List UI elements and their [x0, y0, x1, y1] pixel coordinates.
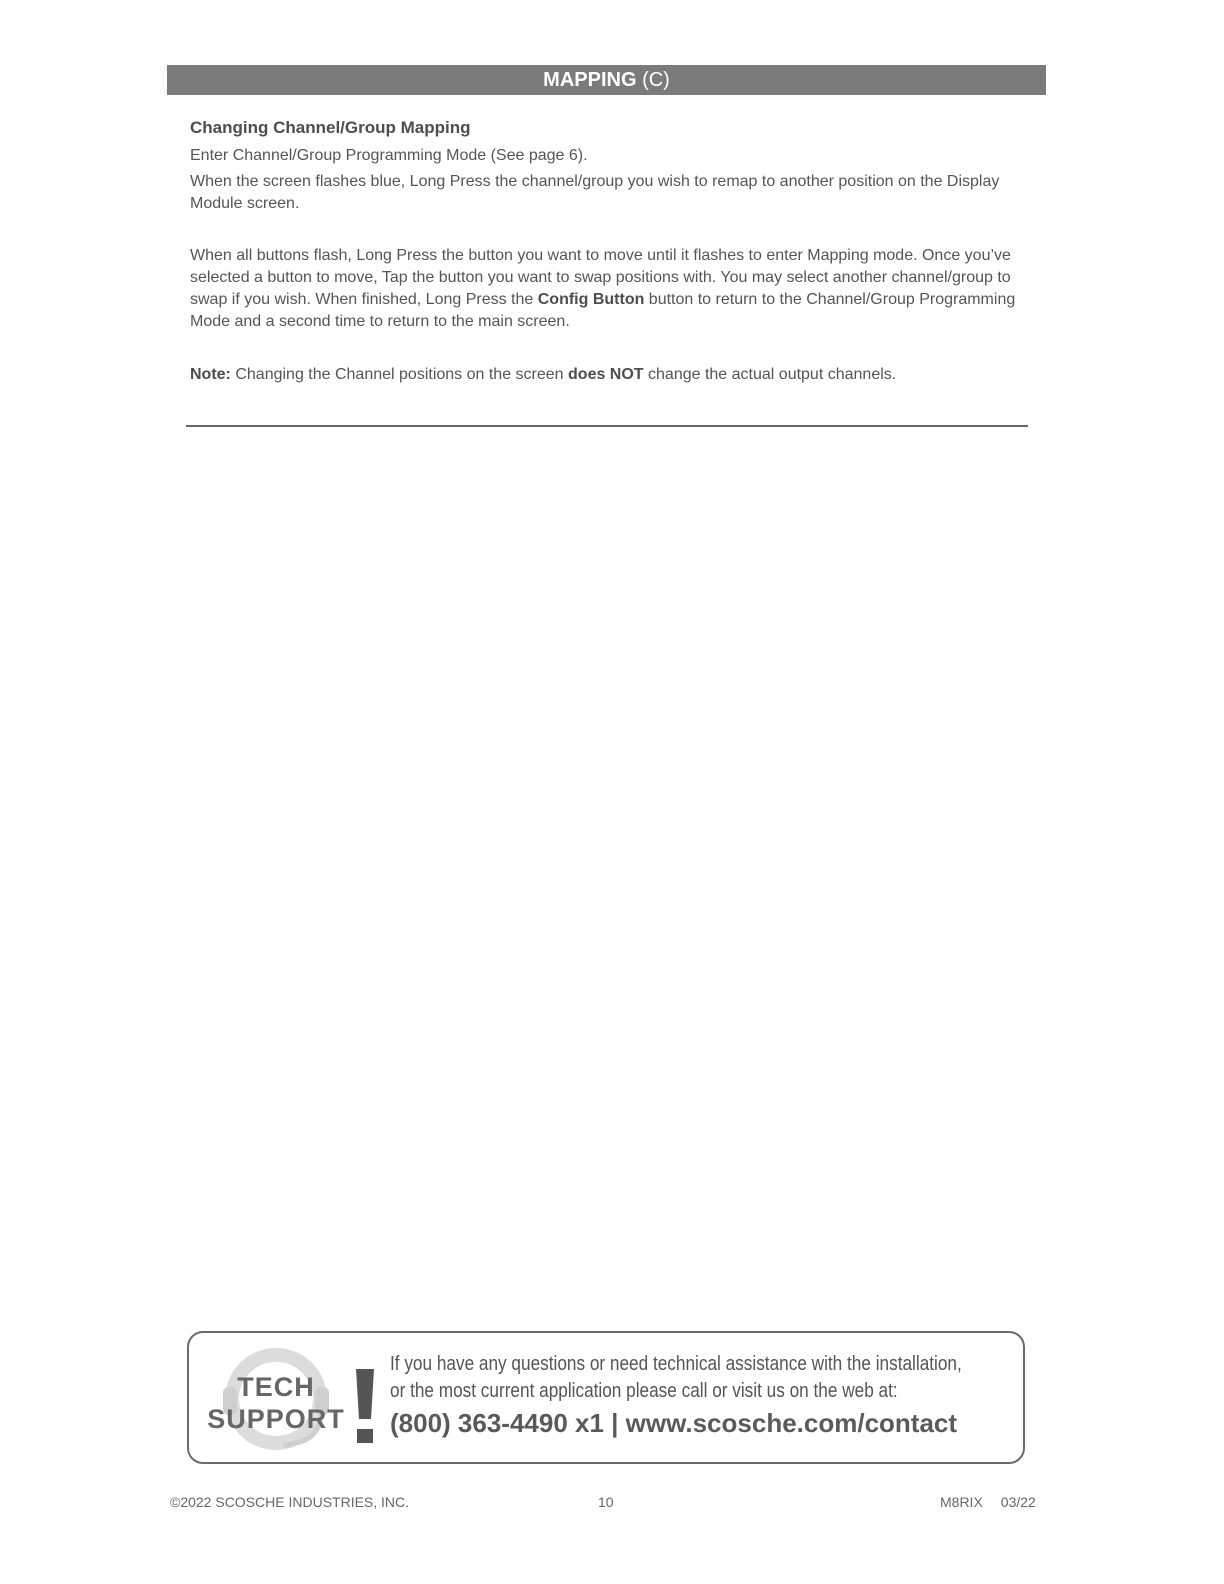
page-number: 10 — [598, 1494, 614, 1510]
logo-line-support: SUPPORT — [207, 1404, 345, 1434]
logo-line-tech: TECH — [237, 1372, 315, 1402]
header-title: MAPPING — [543, 69, 637, 91]
tech-support-box — [187, 1331, 1025, 1464]
note-emphasis: does NOT — [568, 366, 644, 383]
footer-model: M8RIX — [940, 1494, 983, 1510]
paragraph-text-a: When all buttons flash, Long Press the button you want to move until it flashes to enter Mapping mode. Once you’ve selected a button to move, Tap the button you want to swap positions with. You may select another channel/group to swap if you wish. When finished, Long Press the — [190, 247, 1011, 308]
paragraph-enter-mode: Enter Channel/Group Programming Mode (See page 6). — [190, 147, 588, 164]
support-line-1: If you have any questions or need technical assistance with the installation, — [390, 1353, 962, 1375]
section-title: Changing Channel/Group Mapping — [190, 118, 471, 137]
config-button-term: Config Button — [537, 291, 645, 308]
header-suffix: (C) — [642, 69, 670, 91]
support-line-2: or the most current application please call or visit us on the web at: — [390, 1380, 898, 1402]
paragraph-text-b: button to return to the Channel/Group Programming Mode and a second time to return to the main screen. — [190, 291, 1016, 330]
paragraph-buttons-flash — [190, 245, 1035, 333]
footer-copyright: ©2022 SCOSCHE INDUSTRIES, INC. — [170, 1494, 410, 1510]
paragraph-screen-flashes: When the screen flashes blue, Long Press the channel/group you wish to remap to another position on the Display Module screen. — [190, 173, 1000, 212]
exclamation-icon — [355, 1369, 375, 1445]
note-paragraph — [190, 364, 1035, 386]
support-text — [390, 1351, 1020, 1439]
section-header-bar — [167, 65, 1046, 95]
note-text-b: change the actual output channels. — [643, 366, 897, 383]
footer-model-date — [940, 1494, 1036, 1510]
footer-date: 03/22 — [1000, 1494, 1036, 1510]
note-label: Note: — [190, 366, 231, 383]
tech-support-logo — [201, 1347, 361, 1451]
note-text-a: Changing the Channel positions on the screen — [230, 366, 569, 383]
main-content — [190, 117, 1035, 386]
divider-rule — [186, 425, 1028, 427]
support-contact: (800) 363-4490 x1 | www.scosche.com/contact — [390, 1408, 958, 1438]
